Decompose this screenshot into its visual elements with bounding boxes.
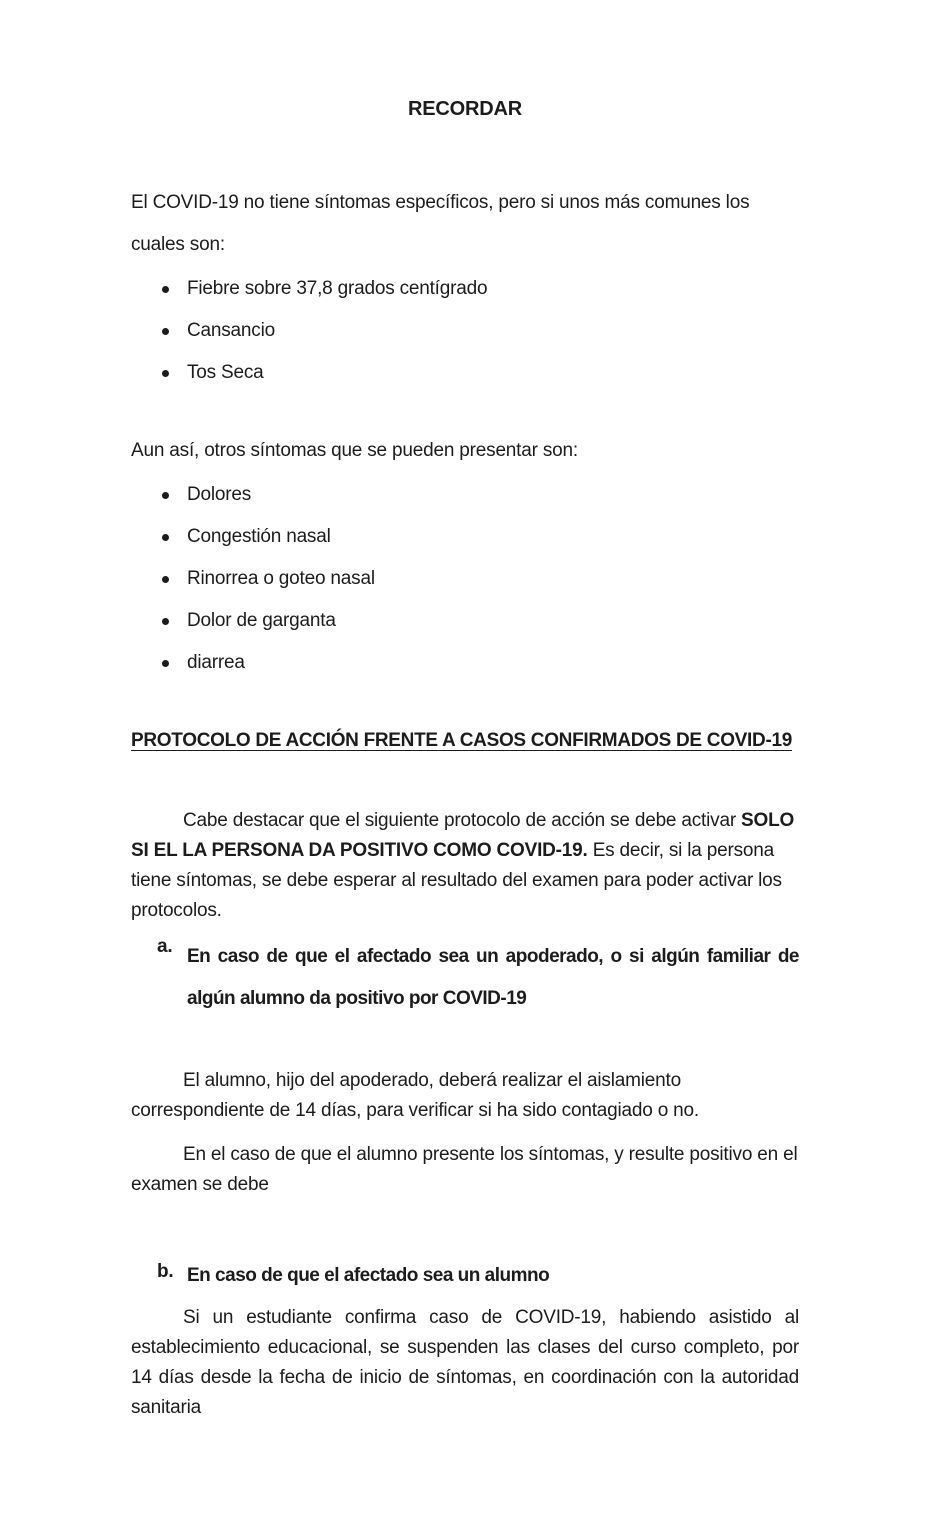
intro-paragraph: El COVID-19 no tiene síntomas específicos, pero si unos más comunes los cuales son: — [131, 192, 750, 255]
case-a-heading: En caso de que el afectado sea un apoderado, o si algún familiar de algún alumno da positivo por COVID-19 — [187, 946, 799, 1009]
case-a-marker: a. — [157, 936, 173, 957]
case-a-item — [131, 936, 799, 1020]
doc-title: RECORDAR — [408, 98, 522, 120]
symptom-item-nasal-congestion: Congestión nasal — [131, 516, 799, 558]
symptom-item-fatigue: Cansancio — [131, 310, 799, 352]
protocol-heading: PROTOCOLO DE ACCIÓN FRENTE A CASOS CONFIRMADOS DE COVID-19 — [131, 730, 793, 751]
symptom-item-diarrhea: diarrea — [131, 642, 799, 684]
case-a-paragraph-isolation: El alumno, hijo del apoderado, deberá realizar el aislamiento correspondiente de 14 días, para verificar si ha sido contagiado o no. — [131, 1070, 699, 1121]
case-a-paragraph-symptoms: En el caso de que el alumno presente los síntomas, y resulte positivo en el examen se debe — [131, 1144, 798, 1195]
other-symptoms-list — [131, 474, 799, 684]
symptom-item-runny-nose: Rinorrea o goteo nasal — [131, 558, 799, 600]
other-symptoms-paragraph: Aun así, otros síntomas que se pueden presentar son: — [131, 440, 578, 461]
symptom-item-dry-cough: Tos Seca — [131, 352, 799, 394]
symptom-item-fever: Fiebre sobre 37,8 grados centígrado — [131, 268, 799, 310]
case-b-heading: En caso de que el afectado sea un alumno — [187, 1265, 550, 1286]
common-symptoms-list — [131, 268, 799, 394]
activation-emphasis-text: SOLO SI EL LA PERSONA DA POSITIVO COMO COVID-19. — [131, 810, 795, 861]
case-b-item — [131, 1261, 799, 1291]
case-b-marker: b. — [157, 1261, 174, 1282]
activation-rest-text: Es decir, si la persona tiene síntomas, se debe esperar al resultado del examen para poder activar los protocolos. — [131, 840, 782, 921]
case-b-paragraph: Si un estudiante confirma caso de COVID-19, habiendo asistido al establecimiento educacional, se suspenden las clases del curso completo, por 14 días desde la fecha de inicio de síntomas, en coordinación con la autoridad sanitaria — [131, 1307, 799, 1418]
activation-paragraph — [131, 806, 799, 926]
symptom-item-aches: Dolores — [131, 474, 799, 516]
symptom-item-sore-throat: Dolor de garganta — [131, 600, 799, 642]
activation-lead-text: Cabe destacar que el siguiente protocolo de acción se debe activar — [183, 810, 742, 831]
